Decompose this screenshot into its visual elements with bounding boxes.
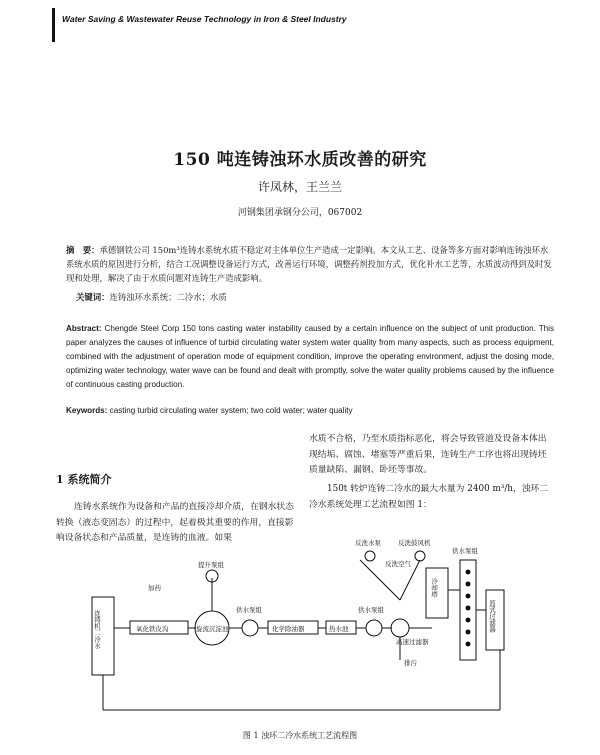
label-backwash-air: 反洗空气 (385, 560, 411, 568)
label-mesh-filter: 篮式过滤器 (488, 600, 496, 633)
journal-header: Water Saving & Wastewater Reuse Technology in Iron & Steel Industry (62, 14, 347, 24)
keywords-en-label: Keywords: (66, 406, 108, 415)
keywords-en-text: casting turbid circulating water system; two cold water; water quality (109, 406, 353, 415)
label-lift-pump: 提升泵组 (198, 561, 224, 569)
backwash-pump-circle (365, 551, 375, 561)
label-backwash-fan: 反洗鼓风机 (398, 539, 431, 547)
label-supply-pump-2: 供水泵组 (358, 606, 384, 614)
label-drain: 排污 (404, 659, 417, 667)
supply-pump-2-circle (366, 620, 382, 636)
label-supply-pump-1: 供水泵组 (236, 606, 262, 614)
filter-circle (391, 619, 409, 637)
label-cooling-tower: 冷却塔 (430, 578, 438, 598)
label-left-box: 连铸机二冷水 (93, 610, 101, 649)
label-filter: 高速过滤器 (396, 638, 429, 646)
section-1-left-paragraph: 连铸水系统作为设备和产品的直接冷却介质，在钢水状态转换（液态变固态）的过程中，起着极其重要的作用，直接影响设备状态和产品质量，是连铸的血液。如果 (56, 502, 294, 543)
abstract-cn-text: 承德钢铁公司 150m³连铸水系统水质不稳定对主体单位生产造成一定影响。本文从工艺、设备等多方面对影响连铸浊环水系统水质的原因进行分析，结合工况调整设备运行方式，改善运行环境，调整药剂投加方式，优化补水工艺等，水质波动得到及时发现和处理，解决了由于水质问题对连铸生产造成影响。 (66, 245, 552, 283)
supply-pump-1-circle (242, 620, 258, 636)
section-1-heading: 1 系统简介 (56, 473, 112, 486)
keywords-cn-label: 关键词： (76, 292, 110, 302)
figure-caption: 图 1 浊环二冷水系统工艺流程图 (242, 731, 358, 740)
label-cyclone: 旋流沉淀池 (196, 625, 229, 633)
section-1-right-paragraph-2: 150t 转炉连铸二冷水的最大水量为 2400 m³/h，浊环二冷水系统处理工艺流程如图 1： (309, 484, 549, 510)
label-supply-pump-3: 供水泵组 (452, 547, 478, 555)
section-1-right-paragraph-1: 水质不合格，乃至水质指标恶化，将会导致管道及设备本体出现结垢、腐蚀、堵塞等严重后果，连铸生产工序也将出现铸坯质量缺陷、漏钢、卧坯等事故。 (309, 434, 547, 475)
label-backwash-pump: 反洗水泵 (355, 539, 381, 547)
label-scale-pit: 氧化铁皮沟 (136, 625, 169, 633)
abstract-en-label: Abstract: (66, 324, 102, 333)
abstract-en-text: Chengde Steel Corp 150 tons casting water instability caused by a certain influence on the subject of unit production. This paper analyzes the causes of influence of turbid circulating water system water quality from many aspects, such as process equipment, combined with the adjustment of operation mode of equipment condition, improve the operating environment, adjust the dosing mode, optimizing water technology, water wave can be found and dealt with promptly, solve the water quality problems caused by the influence of continuous casting production. (66, 324, 554, 389)
keywords-cn-text: 连铸浊环水系统；二冷水；水质 (109, 292, 227, 302)
paper-title: 150 吨连铸浊环水质改善的研究 (173, 150, 427, 170)
pump-bank-dots (466, 570, 471, 647)
backwash-fan-circle (415, 551, 425, 561)
paper-authors: 许凤林，王兰兰 (257, 180, 342, 194)
label-hot-well: 热水池 (329, 625, 349, 633)
paper-affiliation: 河钢集团承钢分公司，067002 (237, 208, 363, 218)
abstract-cn-label: 摘 要： (66, 245, 100, 255)
label-dosing: 加药 (148, 584, 161, 592)
label-chem-oil: 化学除油器 (272, 625, 305, 633)
